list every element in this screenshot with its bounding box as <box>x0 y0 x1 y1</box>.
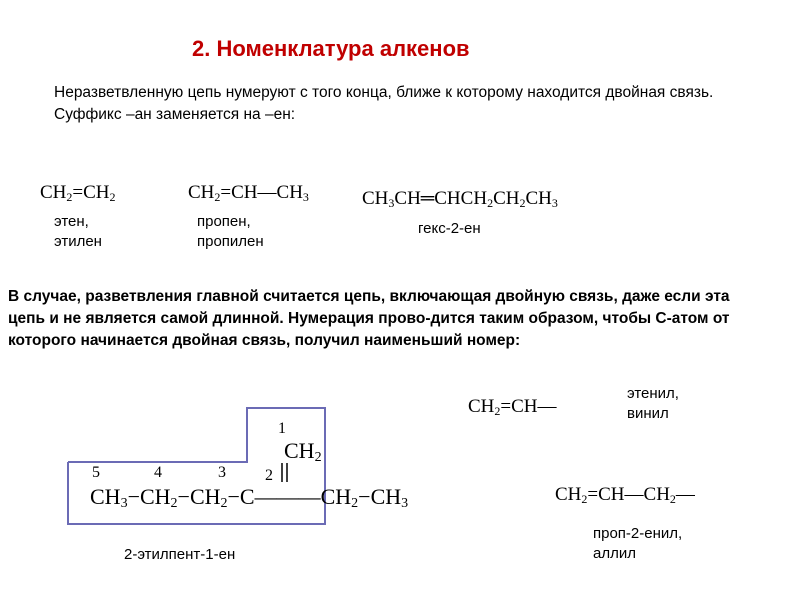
allyl-formula: $CH_2=CH—CH_2—$ <box>555 484 695 506</box>
carbon-number-2: 2 <box>265 467 273 484</box>
vinyl-formula: $CH_2=CH—$ <box>468 396 557 418</box>
carbon-number-4: 4 <box>154 464 162 481</box>
intro-text: Неразветвленную цепь нумеруют с того конца, ближе к которому находится двойная связь. Суффикс –ан заменяется на –ен: <box>54 84 714 123</box>
carbon-number-5: 5 <box>92 464 100 481</box>
page-title: 2. Номенклатура алкенов <box>192 36 470 61</box>
hexene-formula: $CH_3CH═CHCH_2CH_2CH_3$ <box>362 188 558 210</box>
allyl-name: проп-2-енил, аллил <box>593 525 683 562</box>
vinyl-name: этенил, винил <box>627 385 679 422</box>
main-chain-formula: $CH_3-CH_2-CH_2-C———CH_2-CH_3$ <box>90 484 409 511</box>
ethene-formula: $CH_2=CH_2$ <box>40 182 116 204</box>
carbon-number-3: 3 <box>218 464 226 481</box>
propene-formula: $CH_2=CH—CH_3$ <box>188 182 309 204</box>
carbon-number-1: 1 <box>278 420 286 437</box>
ethene-name: этен, этилен <box>54 213 102 250</box>
propene-name: пропен, пропилен <box>197 213 264 250</box>
top-ch2-group: $CH_2$ <box>284 438 322 465</box>
hexene-name: гекс-2-ен <box>418 220 481 237</box>
branched-name: 2-этилпент-1-ен <box>124 546 236 563</box>
branching-rule-text: В случае, разветвления главной считается цепь, включающая двойную связь, даже если эта цепь и не является самой длинной. Нумерация прово-дится таким образом, чтобы С-атом от которого начинается двойная связь, получил наименьший номер: <box>8 288 730 349</box>
